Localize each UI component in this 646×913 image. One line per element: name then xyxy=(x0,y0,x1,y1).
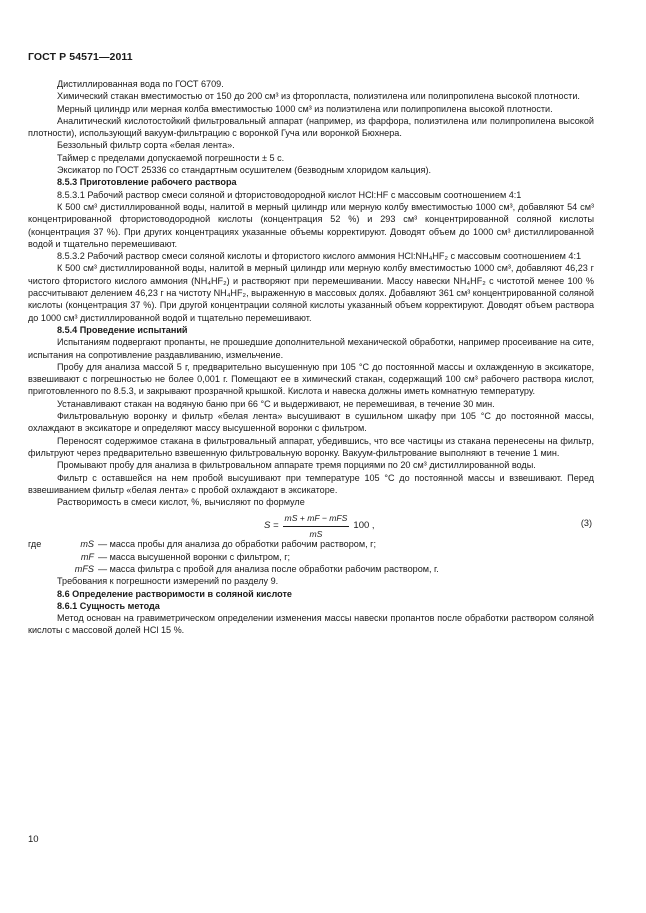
paragraph: Химический стакан вместимостью от 150 до 200 см³ из фторопласта, полиэтилена или полипропилена высокой плотности. xyxy=(57,91,580,102)
paragraph: Эксикатор по ГОСТ 25336 со стандартным осушителем (безводным хлоридом кальция). xyxy=(57,165,432,176)
legend-symbol-cell xyxy=(28,563,98,575)
formula-tail: 100 , xyxy=(353,520,375,532)
paragraph: Устанавливают стакан на водяную баню при 66 °С и выдерживают, не перемешивая, в течение 30 мин. xyxy=(57,398,495,409)
formula-denominator: mS xyxy=(309,528,323,539)
legend-text: — масса пробы для анализа до обработки рабочим раствором, г; xyxy=(98,539,376,550)
formula-legend xyxy=(28,538,594,575)
legend-text: — масса высушенной воронки с фильтром, г; xyxy=(98,551,291,562)
legend-symbol-cell xyxy=(28,538,98,550)
paragraph: Беззольный фильтр сорта «белая лента». xyxy=(57,140,235,151)
formula-number: (3) xyxy=(580,518,592,529)
section-heading-854: 8.5.4 Проведение испытаний xyxy=(57,324,188,335)
document-body xyxy=(28,78,594,637)
paragraph: Пробу для анализа массой 5 г, предварительно высушенную при 105 °С до постоянной массы и охлажденную в эксикаторе, взвешивают с погрешностью не более 0,001 г. Помещают ее в химический стакан, содержащий 100 см³ рабочего раствора кислот, приготовленного по 8.5.3, и закрывают прозрачной крышкой. Кислота и навеска должны иметь комнатную температуру. xyxy=(28,361,594,397)
paragraph: Требования к погрешности измерений по разделу 9. xyxy=(57,576,279,587)
paragraph: Фильтровальную воронку и фильтр «белая лента» высушивают в сушильном шкафу при 105 °С до постоянной массы, охлаждают в эксикаторе и определяют массу высушенной воронки с фильтром. xyxy=(28,411,594,434)
document-header: ГОСТ Р 54571—2011 xyxy=(28,51,133,63)
legend-row xyxy=(28,551,594,563)
page-number: 10 xyxy=(28,834,39,845)
legend-symbol-cell xyxy=(28,551,98,563)
formula-fraction xyxy=(283,512,350,540)
legend-symbol: mS xyxy=(80,539,94,550)
paragraph: Испытаниям подвергают пропанты, не прошедшие дополнительной механической обработки, например просеивание на сите, испытания на сопротивление раздавливанию, измельчение. xyxy=(28,337,594,360)
paragraph: Дистиллированная вода по ГОСТ 6709. xyxy=(57,79,224,89)
paragraph: 8.5.3.1 Рабочий раствор смеси соляной и фтористоводородной кислот HCl:HF с массовым соотношением 4:1 xyxy=(57,189,522,200)
legend-text: — масса фильтра с пробой для анализа после обработки рабочим раствором, г. xyxy=(98,563,439,574)
paragraph: Фильтр с оставшейся на нем пробой высушивают при температуре 105 °С до постоянной массы и взвешивают. Перед взвешиванием фильтр «белая лента» с пробой охлаждают в эксикаторе. xyxy=(28,472,594,495)
section-heading-86: 8.6 Определение растворимости в соляной кислоте xyxy=(57,588,292,599)
formula-lhs: S = xyxy=(264,520,279,532)
paragraph: Аналитический кислотостойкий фильтровальный аппарат (например, из фарфора, полиэтилена или полипропилена высокой плотности), использующий вакуум-фильтрацию с воронкой Гуча или воронкой Бюхнера. xyxy=(28,115,594,139)
paragraph: 8.5.3.2 Рабочий раствор смеси соляной кислоты и фтористого кислого аммония HCl:NH₄HF₂ с массовым соотношением 4:1 xyxy=(57,251,582,262)
paragraph: К 500 см³ дистиллированной воды, налитой в мерный цилиндр или мерную колбу вместимостью 1000 см³, добавляют 54 см³ концентрированной фтористоводородной кислоты (концентрация 52 %) и 293 см³ концентрированной соляной кислоты (концентрация 37 %). При других концентрациях указанные объемы корректируют. Доводят объем до 1000 см³ дистиллированной водой и тщательно перемешивают. xyxy=(28,201,594,249)
paragraph: Переносят содержимое стакана в фильтровальный аппарат, убедившись, что все частицы из стакана перенесены на фильтр, фильтруют через предварительно взвешенную фильтровальную воронку. Вакуум-фильтрование выполняют в течение 1 мин. xyxy=(28,435,594,458)
formula-3 xyxy=(28,508,594,538)
section-heading-853: 8.5.3 Приготовление рабочего раствора xyxy=(57,177,237,188)
paragraph: К 500 см³ дистиллированной воды, налитой в мерный цилиндр или мерную колбу вместимостью 1000 см³, добавляют 46,23 г чистого фтористого кислого аммония (NH₄HF₂) и растворяют при перемешивании. Массу навески NH₄HF₂ с чистотой менее 100 % рассчитывают делением 46,23 г на чистоту NH₄HF₂, выраженную в массовых долях. Добавляют 361 см³ концентрированной соляной кислоты (концентрация 37 %). При другой концентрации соляной кислоты указанный объем корректируют. Доводят объем раствора до 1000 см³ дистиллированной водой и тщательно перемешивают. xyxy=(28,263,594,323)
legend-symbol: mF xyxy=(80,551,94,562)
paragraph: Промывают пробу для анализа в фильтровальном аппарате тремя порциями по 20 см³ дистиллированной воды. xyxy=(57,460,536,471)
paragraph: Мерный цилиндр или мерная колба вместимостью 1000 см³ из полиэтилена или полипропилена высокой плотности. xyxy=(57,103,553,114)
paragraph: Растворимость в смеси кислот, %, вычисляют по формуле xyxy=(57,497,305,508)
paragraph: Таймер с пределами допускаемой погрешности ± 5 с. xyxy=(57,152,285,163)
section-heading-861: 8.6.1 Сущность метода xyxy=(57,600,160,611)
legend-prefix: где xyxy=(28,539,42,550)
legend-row xyxy=(28,538,594,550)
legend-row xyxy=(28,563,594,575)
formula-numerator: mS + mF − mFS xyxy=(283,512,350,526)
paragraph: Метод основан на гравиметрическом определении изменения массы навески пропантов после обработки раствором соляной кислоты с массовой долей HCl 15 %. xyxy=(28,613,594,636)
legend-symbol: mFS xyxy=(74,563,94,574)
